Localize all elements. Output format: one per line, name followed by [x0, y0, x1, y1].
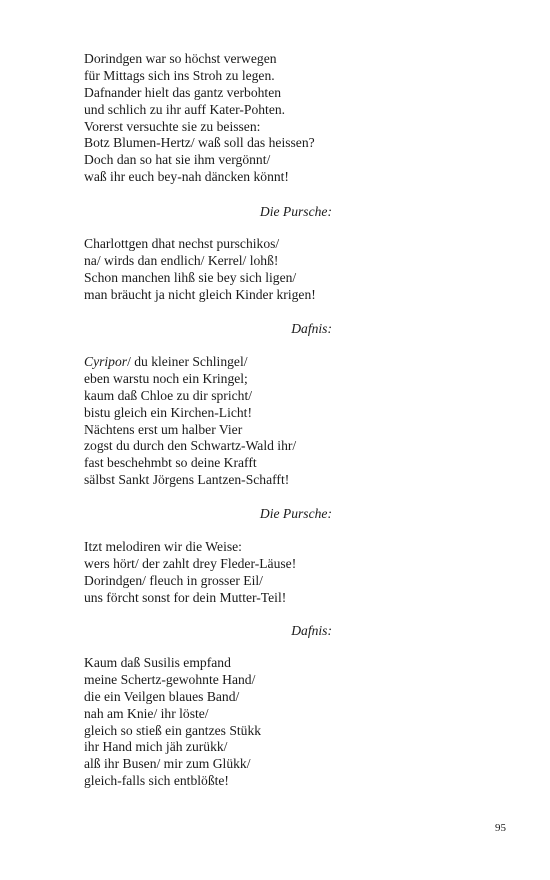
verse-line: sälbst Sankt Jörgens Lantzen-Schafft! [84, 472, 290, 488]
stanza-4 [84, 539, 384, 607]
verse-line: die ein Veilgen blaues Band/ [84, 688, 240, 704]
page-number: 95 [495, 822, 506, 834]
verse-line-rest: / du kleiner Schlingel/ [127, 354, 248, 369]
verse-line: Botz Blumen-Hertz/ waß soll das heissen? [84, 135, 315, 151]
verse-line: alß ihr Busen/ mir zum Glükk/ [84, 756, 251, 772]
verse-line: und schlich zu ihr auff Kater-Pohten. [84, 101, 286, 117]
stanza-3 [84, 354, 384, 489]
verse-line: man bräucht ja nicht gleich Kinder krigen! [84, 286, 316, 302]
stanza-5 [84, 655, 384, 790]
speaker-heading: Dafnis: [291, 321, 332, 336]
verse-line: uns förcht sonst for dein Mutter-Teil! [84, 589, 287, 605]
verse-line: Kaum daß Susilis empfand [84, 655, 231, 670]
verse-line: gleich so stieß ein gantzes Stükk [84, 722, 262, 738]
verse-line [84, 354, 384, 371]
verse-line: nah am Knie/ ihr löste/ [84, 705, 209, 721]
stanza-1 [84, 51, 384, 186]
verse-line: Dafnander hielt das gantz verbohten [84, 84, 282, 100]
verse-line: kaum daß Chloe zu dir spricht/ [84, 387, 252, 403]
italic-name: Cyripor [84, 354, 128, 369]
verse-line: zogst du durch den Schwartz-Wald ihr/ [84, 438, 297, 454]
verse-line: Schon manchen lihß sie bey sich ligen/ [84, 269, 297, 285]
verse-line: na/ wirds dan endlich/ Kerrel/ lohß! [84, 252, 279, 268]
verse-line: für Mittags sich ins Stroh zu legen. [84, 67, 275, 83]
verse-line: Charlottgen dhat nechst purschikos/ [84, 236, 280, 251]
verse-line: ihr Hand mich jäh zurükk/ [84, 739, 228, 755]
verse-line: Dorindgen war so höchst verwegen [84, 51, 277, 66]
stanza-2 [84, 236, 384, 304]
verse-line: waß ihr euch bey-nah däncken könnt! [84, 169, 289, 185]
speaker-heading: Die Pursche: [259, 204, 332, 219]
verse-line: Itzt melodiren wir die Weise: [84, 539, 242, 554]
verse-line: Vorerst versuchte sie zu beissen: [84, 118, 261, 134]
verse-line: Doch dan so hat sie ihm vergönnt/ [84, 152, 271, 168]
verse-line: wers hört/ der zahlt drey Fleder-Läuse! [84, 555, 297, 571]
verse-line: gleich-falls sich entblößte! [84, 773, 229, 789]
speaker-heading: Dafnis: [291, 623, 332, 638]
verse-line: Nächtens erst um halber Vier [84, 421, 243, 437]
verse-line: eben warstu noch ein Kringel; [84, 370, 248, 386]
verse-line: bistu gleich ein Kirchen-Licht! [84, 404, 252, 420]
verse-line: meine Schertz-gewohnte Hand/ [84, 671, 256, 687]
verse-line: Dorindgen/ fleuch in grosser Eil/ [84, 572, 263, 588]
speaker-heading: Die Pursche: [259, 506, 332, 521]
verse-line: fast beschehmbt so deine Krafft [84, 455, 257, 471]
